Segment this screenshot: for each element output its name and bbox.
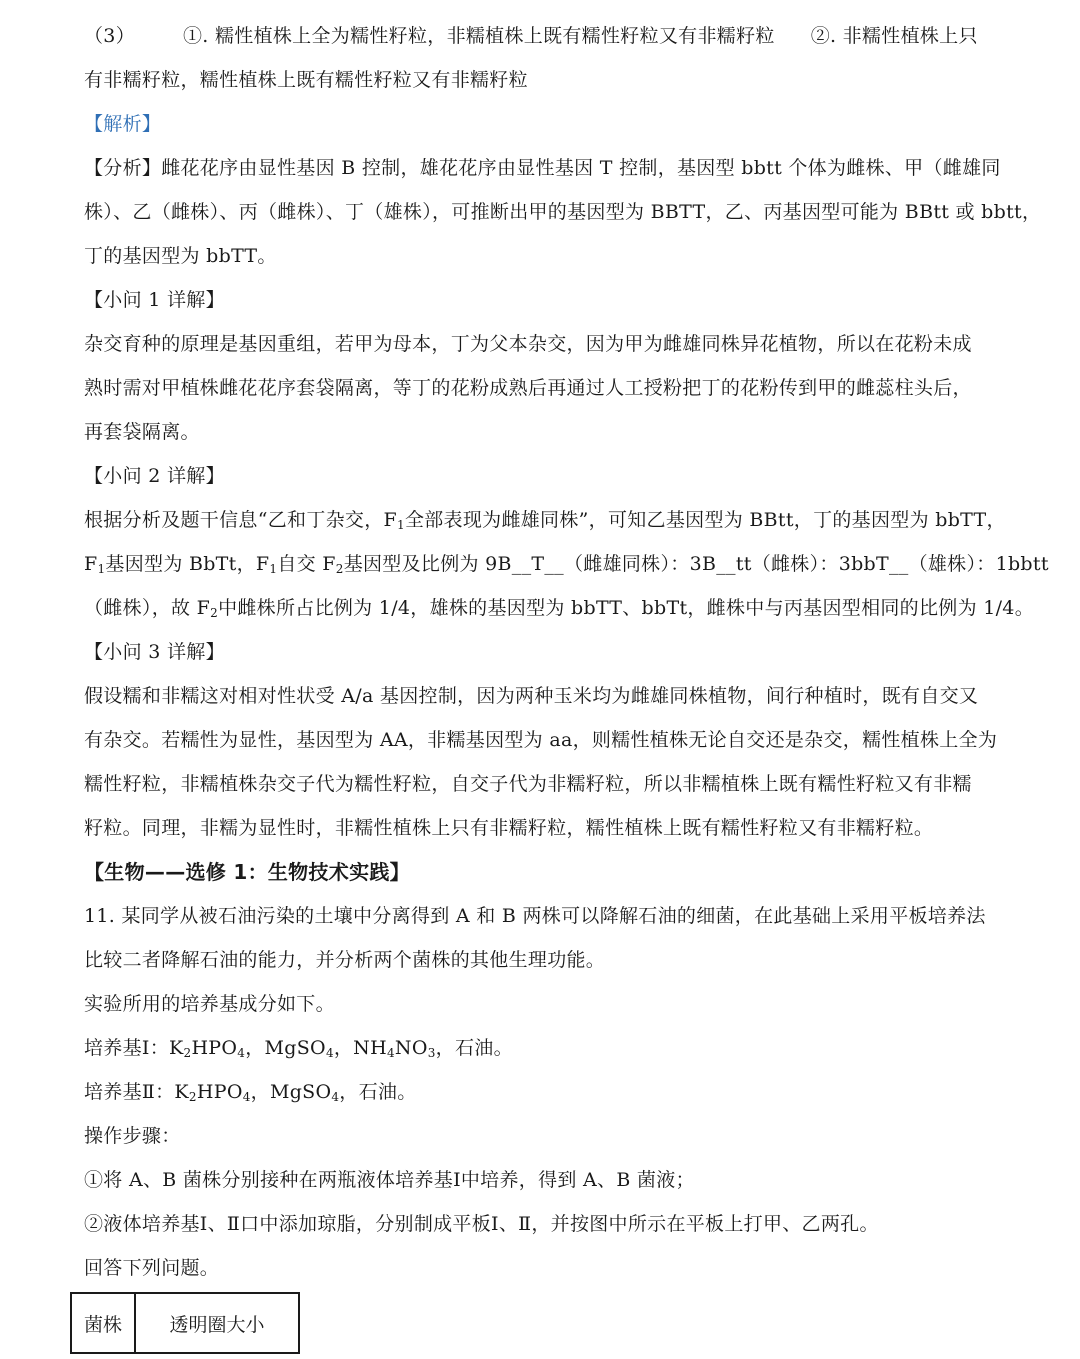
- text-segment: 中雌株所占比例为 1/4，雄株的基因型为 bbTT、bbTt，雌株中与丙基因型相同的比例为 1/4。: [218, 597, 1034, 619]
- subquestion-3-line-4: 籽粒。同理，非糯为显性时，非糯性植株上只有非糯籽粒，糯性植株上既有糯性籽粒又有非糯籽粒。: [84, 817, 934, 839]
- text-segment: ，MgSO: [245, 1037, 326, 1059]
- subscript: 3: [427, 1046, 436, 1060]
- subscript: 4: [325, 1046, 334, 1060]
- medium-1-composition: [84, 1036, 1014, 1060]
- subquestion-2-heading: 【小问 2 详解】: [84, 465, 225, 487]
- text-segment: ，石油。: [339, 1081, 417, 1103]
- subscript: 2: [335, 562, 344, 576]
- table-header-strain: 菌株: [71, 1293, 135, 1353]
- subquestion-1-line-3: 再套袋隔离。: [84, 421, 200, 443]
- text-segment: F: [84, 553, 98, 575]
- subscript: 4: [242, 1090, 251, 1104]
- analysis-line-3: 丁的基因型为 bbTT。: [84, 245, 277, 267]
- answer-prompt: 回答下列问题。: [84, 1257, 220, 1279]
- subscript: 4: [331, 1090, 340, 1104]
- subscript: 1: [269, 562, 278, 576]
- subquestion-1-line-2: 熟时需对甲植株雌花花序套袋隔离，等丁的花粉成熟后再通过人工授粉把丁的花粉传到甲的雌蕊柱头后，: [84, 377, 972, 399]
- text-segment: 自交 F: [277, 553, 336, 575]
- subquestion-2-line-2: [84, 552, 1049, 576]
- subquestion-2-line-3: [84, 596, 1034, 620]
- text-segment: HPO: [196, 1081, 243, 1103]
- analysis-line-2: 株）、乙（雌株）、丙（雌株）、丁（雄株），可推断出甲的基因型为 BBTT，乙、丙基因型可能为 BBtt 或 bbtt，: [84, 201, 1042, 223]
- question-number: （3）: [84, 25, 135, 47]
- text-segment: ，石油。: [435, 1037, 513, 1059]
- subscript: 1: [97, 562, 106, 576]
- answer-part-1: ①. 糯性植株上全为糯性籽粒，非糯植株上既有糯性籽粒又有非糯籽粒: [183, 25, 775, 47]
- text-segment: （雌株），故 F: [84, 597, 211, 619]
- text-segment: 培养基Ⅱ：K: [84, 1081, 189, 1103]
- medium-intro: 实验所用的培养基成分如下。: [84, 993, 335, 1015]
- answer-line-2: 有非糯籽粒，糯性植株上既有糯性籽粒又有非糯籽粒: [84, 69, 528, 91]
- subscript: 4: [386, 1046, 395, 1060]
- analysis-line-1: 【分析】雌花花序由显性基因 B 控制，雄花花序由显性基因 T 控制，基因型 bbtt 个体为雌株、甲（雌雄同: [84, 157, 1001, 179]
- subscript: 1: [397, 518, 405, 532]
- text-segment: NO: [394, 1037, 428, 1059]
- answer-part-2: ②. 非糯性植株上只: [810, 25, 978, 47]
- medium-2-composition: [84, 1080, 1014, 1104]
- table-header-row: [71, 1293, 299, 1353]
- text-segment: ，MgSO: [250, 1081, 332, 1103]
- jiexi-label: 【解析】: [84, 113, 162, 135]
- subquestion-2-line-1: [84, 508, 1014, 532]
- subquestion-3-line-2: 有杂交。若糯性为显性，基因型为 AA，非糯基因型为 aa，则糯性植株无论自交还是杂交，糯性植株上全为: [84, 729, 998, 751]
- subquestion-3-line-3: 糯性籽粒，非糯植株杂交子代为糯性籽粒，自交子代为非糯籽粒，所以非糯植株上既有糯性籽粒又有非糯: [84, 773, 972, 795]
- text-segment: 全部表现为雌雄同株”，可知乙基因型为 BBtt，丁的基因型为 bbTT，: [404, 509, 1006, 531]
- subquestion-3-line-1: 假设糯和非糯这对相对性状受 A/a 基因控制，因为两种玉米均为雌雄同株植物，间行种植时，既有自交又: [84, 685, 979, 707]
- results-table: [70, 1292, 300, 1354]
- subquestion-1-line-1: 杂交育种的原理是基因重组，若甲为母本，丁为父本杂交，因为甲为雌雄同株异花植物，所以在花粉未成: [84, 333, 972, 355]
- question-11-line-1: 11. 某同学从被石油污染的土壤中分离得到 A 和 B 两株可以降解石油的细菌，在此基础上采用平板培养法: [84, 905, 986, 927]
- text-segment: 基因型及比例为 9B__T__（雌雄同株）：3B__tt（雌株）：3bbT__（雄株）：1bbtt: [343, 553, 1049, 575]
- procedure-step-1: ①将 A、B 菌株分别接种在两瓶液体培养基Ⅰ中培养，得到 A、B 菌液；: [84, 1169, 695, 1191]
- subscript: 4: [237, 1046, 246, 1060]
- table-header-halo-size: 透明圈大小: [135, 1293, 299, 1353]
- text-segment: 根据分析及题干信息“乙和丁杂交，F: [84, 509, 397, 531]
- text-segment: ，NH: [333, 1037, 387, 1059]
- subscript: 2: [188, 1090, 197, 1104]
- subquestion-1-heading: 【小问 1 详解】: [84, 289, 225, 311]
- subquestion-3-heading: 【小问 3 详解】: [84, 641, 225, 663]
- text-segment: HPO: [191, 1037, 238, 1059]
- answer-line-1: [84, 24, 1014, 48]
- procedure-step-2: ②液体培养基Ⅰ、Ⅱ口中添加琼脂，分别制成平板Ⅰ、Ⅱ，并按图中所示在平板上打甲、乙两孔。: [84, 1213, 879, 1235]
- subscript: 2: [210, 606, 219, 620]
- subscript: 2: [183, 1046, 192, 1060]
- section-heading: 【生物——选修 1：生物技术实践】: [84, 860, 410, 884]
- procedure-heading: 操作步骤：: [84, 1125, 181, 1147]
- question-11-line-2: 比较二者降解石油的能力，并分析两个菌株的其他生理功能。: [84, 949, 606, 971]
- text-segment: 基因型为 BbTt，F: [105, 553, 270, 575]
- text-segment: 培养基Ⅰ：K: [84, 1037, 184, 1059]
